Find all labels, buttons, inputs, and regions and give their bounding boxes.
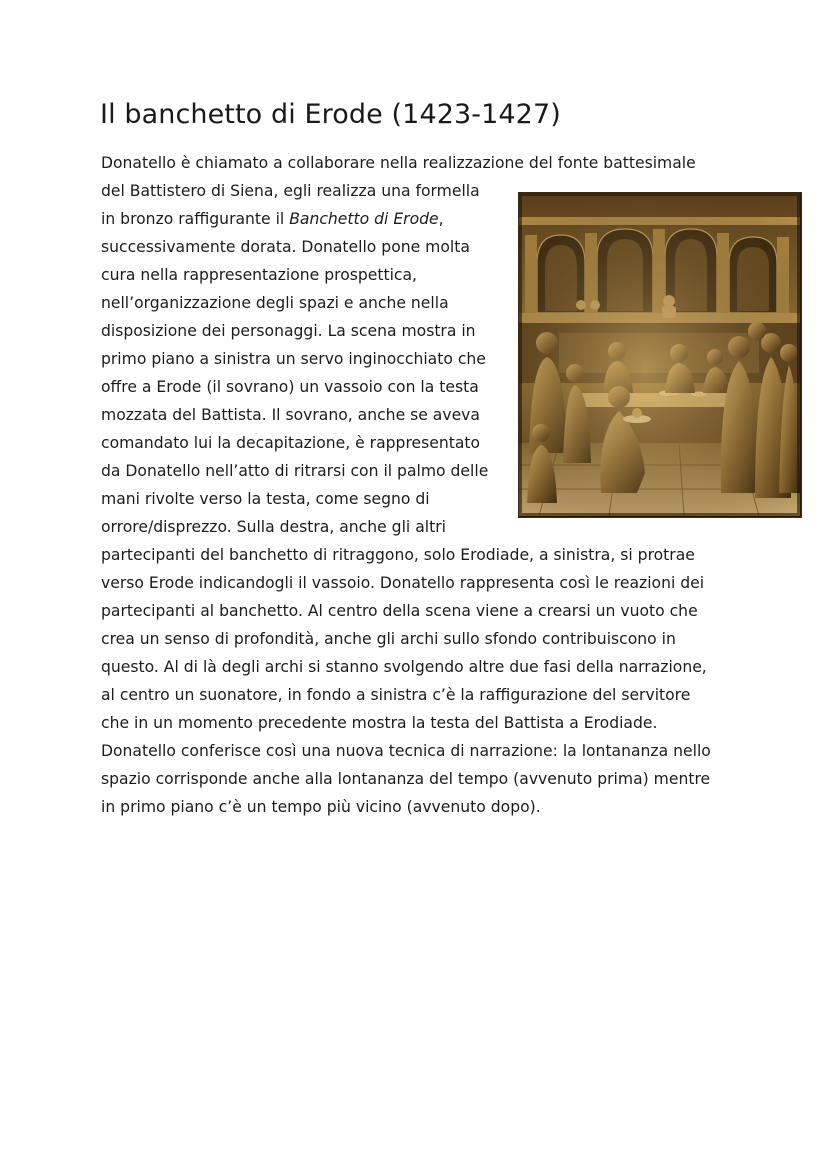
paragraph-line: partecipanti al banchetto. Al centro della scena viene a crearsi un vuoto che	[101, 602, 698, 620]
paragraph-line: in bronzo raffigurante il Banchetto di Erode,	[101, 210, 444, 228]
paragraph-line: verso Erode indicandogli il vassoio. Donatello rappresenta così le reazioni dei	[101, 574, 705, 592]
bronze-relief-illustration	[519, 193, 800, 516]
paragraph-line: al centro un suonatore, in fondo a sinistra c’è la raffigurazione del servitore	[101, 686, 691, 704]
paragraph-line: cura nella rappresentazione prospettica,	[101, 266, 417, 284]
artwork-image	[518, 192, 802, 518]
paragraph-line: disposizione dei personaggi. La scena mostra in	[101, 322, 476, 340]
paragraph-line: mozzata del Battista. Il sovrano, anche se aveva	[101, 406, 480, 424]
paragraph-line: da Donatello nell’atto di ritrarsi con il palmo delle	[101, 462, 489, 480]
paragraph-line: in primo piano c’è un tempo più vicino (avvenuto dopo).	[101, 798, 541, 816]
paragraph-line: mani rivolte verso la testa, come segno di	[101, 490, 430, 508]
artwork-title-italic: Banchetto di Erode	[289, 210, 439, 228]
paragraph-line: del Battistero di Siena, egli realizza una formella	[101, 182, 480, 200]
paragraph-line: partecipanti del banchetto di ritraggono, solo Erodiade, a sinistra, si protrae	[101, 546, 695, 564]
paragraph-line: Donatello conferisce così una nuova tecnica di narrazione: la lontananza nello	[101, 742, 711, 760]
paragraph-line: Donatello è chiamato a collaborare nella realizzazione del fonte battesimale	[101, 154, 696, 172]
paragraph-line: questo. Al di là degli archi si stanno svolgendo altre due fasi della narrazione,	[101, 658, 707, 676]
paragraph-line: crea un senso di profondità, anche gli archi sullo sfondo contribuiscono in	[101, 630, 676, 648]
paragraph-line: primo piano a sinistra un servo inginocchiato che	[101, 350, 486, 368]
paragraph-line: che in un momento precedente mostra la testa del Battista a Erodiade.	[101, 714, 658, 732]
paragraph-line: orrore/disprezzo. Sulla destra, anche gli altri	[101, 518, 446, 536]
paragraph-line: successivamente dorata. Donatello pone molta	[101, 238, 470, 256]
paragraph-line: offre a Erode (il sovrano) un vassoio con la testa	[101, 378, 479, 396]
page-title: Il banchetto di Erode (1423-1427)	[100, 99, 561, 130]
paragraph-line: nell’organizzazione degli spazi e anche nella	[101, 294, 449, 312]
paragraph-line: spazio corrisponde anche alla lontananza del tempo (avvenuto prima) mentre	[101, 770, 711, 788]
paragraph-line: comandato lui la decapitazione, è rappresentato	[101, 434, 481, 452]
